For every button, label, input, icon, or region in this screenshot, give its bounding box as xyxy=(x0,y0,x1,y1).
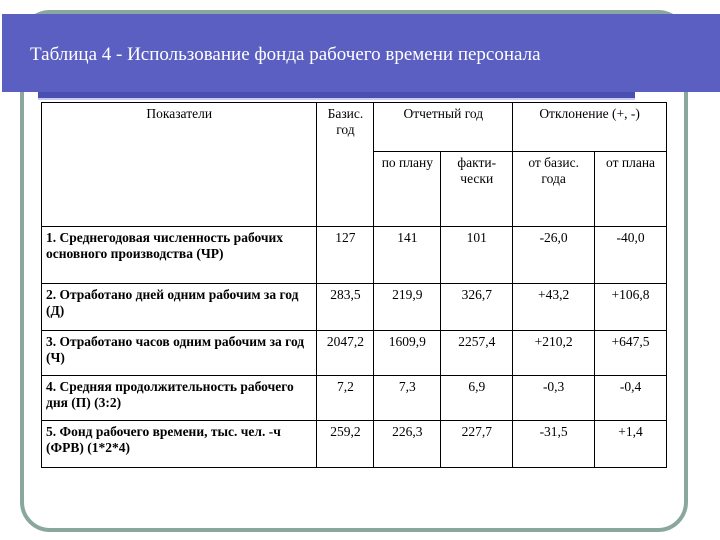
cell-dev-base: -26,0 xyxy=(513,227,595,284)
row-label: 2. Отработано дней одним рабочим за год (Д) xyxy=(42,284,317,331)
cell-actual: 326,7 xyxy=(441,284,513,331)
cell-plan: 1609,9 xyxy=(374,331,441,376)
cell-dev-plan: +106,8 xyxy=(595,284,667,331)
cell-base: 283,5 xyxy=(317,284,374,331)
slide-title: Таблица 4 - Использование фонда рабочего времени персонала xyxy=(30,44,541,65)
cell-dev-plan: -0,4 xyxy=(595,376,667,421)
row-label: 1. Среднегодовая численность рабочих основного производства (ЧР) xyxy=(42,227,317,284)
cell-dev-base: +210,2 xyxy=(513,331,595,376)
cell-dev-plan: +647,5 xyxy=(595,331,667,376)
title-underline-highlight xyxy=(38,98,635,100)
header-from-plan: от плана xyxy=(595,152,667,227)
cell-actual: 101 xyxy=(441,227,513,284)
header-deviation: Отклонение (+, -) xyxy=(513,103,667,152)
cell-dev-base: -0,3 xyxy=(513,376,595,421)
cell-actual: 6,9 xyxy=(441,376,513,421)
cell-base: 259,2 xyxy=(317,421,374,468)
header-from-base: от базис. года xyxy=(513,152,595,227)
cell-base: 2047,2 xyxy=(317,331,374,376)
header-row-1 xyxy=(42,103,667,152)
cell-plan: 141 xyxy=(374,227,441,284)
cell-plan: 7,3 xyxy=(374,376,441,421)
row-label: 5. Фонд рабочего времени, тыс. чел. -ч (ФРВ) (1*2*4) xyxy=(42,421,317,468)
table-row xyxy=(42,284,667,331)
table-row xyxy=(42,331,667,376)
cell-plan: 226,3 xyxy=(374,421,441,468)
cell-dev-plan: +1,4 xyxy=(595,421,667,468)
header-plan: по плану xyxy=(374,152,441,227)
cell-plan: 219,9 xyxy=(374,284,441,331)
cell-dev-base: +43,2 xyxy=(513,284,595,331)
cell-dev-plan: -40,0 xyxy=(595,227,667,284)
header-indicators: Показатели xyxy=(42,103,317,227)
cell-dev-base: -31,5 xyxy=(513,421,595,468)
cell-actual: 227,7 xyxy=(441,421,513,468)
table-row xyxy=(42,376,667,421)
personnel-time-table xyxy=(41,102,667,468)
cell-base: 7,2 xyxy=(317,376,374,421)
header-base-year: Базис. год xyxy=(317,103,374,227)
row-label: 3. Отработано часов одним рабочим за год (Ч) xyxy=(42,331,317,376)
header-report-year: Отчетный год xyxy=(374,103,513,152)
row-label: 4. Средняя продолжительность рабочего дня (П) (3:2) xyxy=(42,376,317,421)
table-row xyxy=(42,227,667,284)
cell-actual: 2257,4 xyxy=(441,331,513,376)
cell-base: 127 xyxy=(317,227,374,284)
header-actual: факти-чески xyxy=(441,152,513,227)
table-row xyxy=(42,421,667,468)
